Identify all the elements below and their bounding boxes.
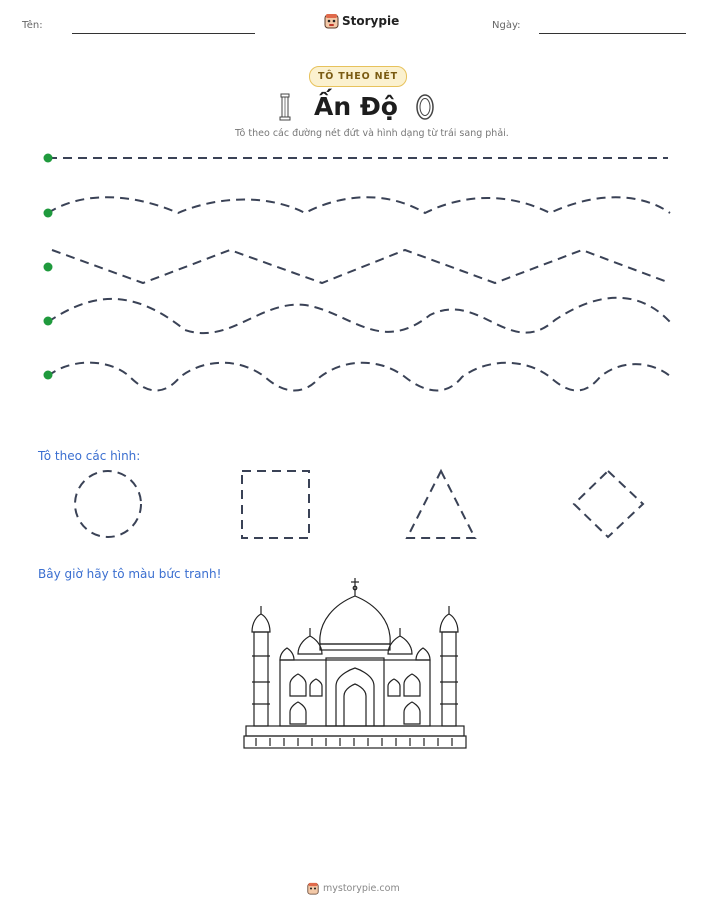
name-label: Tên:	[22, 20, 43, 31]
trace-shape-triangle	[407, 471, 475, 538]
trace-shape-circle	[75, 471, 141, 537]
logo-text: Storypie	[342, 14, 400, 28]
page-title: Ấn Độ	[314, 92, 398, 121]
start-dot-2	[44, 209, 53, 218]
tracing-lines[interactable]	[0, 140, 709, 400]
storypie-mascot-icon	[324, 13, 339, 29]
date-label: Ngày:	[492, 20, 521, 31]
trace-line-zigzag	[52, 250, 670, 283]
start-dot-1	[44, 154, 53, 163]
name-field[interactable]	[72, 33, 255, 34]
trace-shape-square	[242, 471, 309, 538]
trace-line-wave-1	[48, 197, 670, 213]
coloring-section-label: Bây giờ hãy tô màu bức tranh!	[38, 567, 222, 581]
start-dot-5	[44, 371, 53, 380]
trace-line-wave-2	[48, 298, 670, 333]
storypie-logo	[324, 13, 399, 29]
instructions: Tô theo các đường nét đứt và hình dạng từ trái sang phải.	[235, 128, 509, 139]
storypie-footer-icon	[307, 882, 319, 895]
date-field[interactable]	[539, 33, 686, 34]
activity-badge	[309, 66, 407, 87]
mirror-icon	[414, 93, 436, 121]
start-dot-3	[44, 263, 53, 272]
taj-mahal-coloring-picture[interactable]	[240, 576, 470, 754]
badge-label: TÔ THEO NÉT	[309, 66, 407, 87]
shapes-section-label: Tô theo các hình:	[38, 449, 141, 463]
footer-url[interactable]: mystorypie.com	[323, 883, 400, 894]
tracing-shapes[interactable]	[0, 462, 709, 547]
pillar-icon	[278, 92, 292, 122]
trace-line-wave-3	[48, 363, 670, 391]
trace-shape-diamond	[574, 471, 643, 537]
footer	[307, 882, 400, 895]
start-dot-4	[44, 317, 53, 326]
